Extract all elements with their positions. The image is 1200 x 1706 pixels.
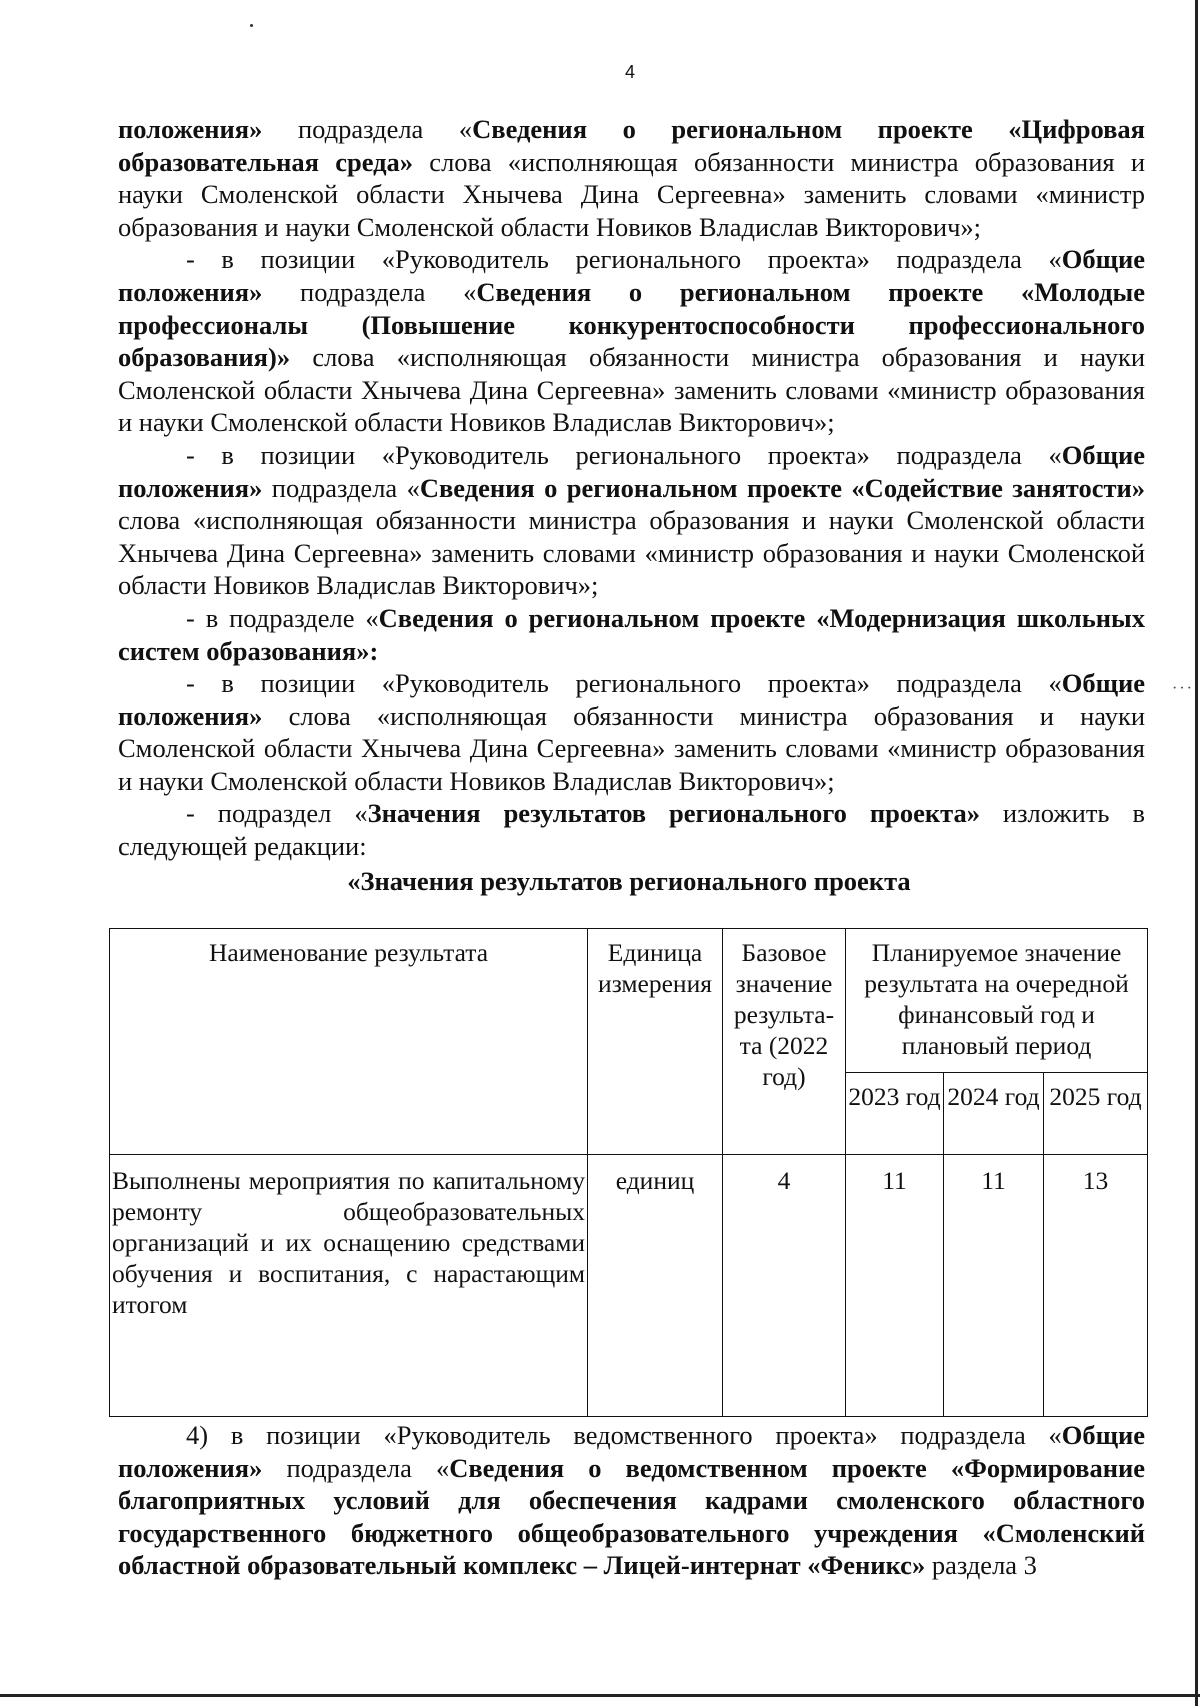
text-segment: подраздела « [262, 276, 477, 307]
unit-cell: единиц [588, 1155, 723, 1417]
text-segment: Сведения о региональном проекте «Модернизация школьных систем образования»: [118, 602, 1145, 666]
value-2024-cell: 11 [944, 1155, 1044, 1417]
text-segment: - в подразделе « [186, 602, 379, 633]
text-segment: Сведения о ведомственном проекте «Формирование благоприятных условий для обеспечения кадрами смоленского областного государственного бюджетного общеобразовательного учреждения «Смоленский областной образовательный комплекс – Лицей-интернат «Феникс» [118, 1452, 1145, 1581]
text-segment: - в позиции «Руководитель регионального проекта» подраздела « [186, 668, 1062, 699]
text-segment: - в позиции «Руководитель регионального проекта» подраздела « [186, 439, 1062, 470]
paragraph-1 [118, 113, 1145, 243]
scan-edge-mark: ··· [1172, 680, 1194, 697]
text-segment: - подраздел « [186, 798, 368, 829]
text-segment: Сведения о региональном проекте «Содействие занятости» [419, 472, 1145, 503]
header-year-2023: 2023 год [846, 1073, 944, 1155]
paragraph-6 [118, 797, 1145, 862]
result-name-cell: Выполнены мероприятия по капитальному ремонту общеобразовательных организаций и их оснащению средствами обучения и воспитания, с нарастающим итогом [110, 1155, 588, 1417]
paragraph-5 [118, 667, 1145, 797]
table-title: «Значения результатов регионального проекта [347, 865, 911, 896]
value-2025-cell: 13 [1044, 1155, 1148, 1417]
paragraph-4 [118, 602, 1145, 667]
text-segment: - в позиции «Руководитель регионального проекта» подраздела « [186, 244, 1062, 275]
text-segment: раздела 3 [925, 1550, 1037, 1581]
header-year-2025: 2025 год [1044, 1073, 1148, 1155]
text-segment: Сведения о региональном проекте «Молодые профессионалы (Повышение конкурентоспособности профессионального образования)» [118, 276, 1145, 373]
text-segment: подраздела « [262, 472, 420, 503]
table-row [110, 1155, 1148, 1417]
scan-speck [250, 24, 253, 27]
text-segment: подраздела « [262, 114, 473, 144]
paragraph-2 [118, 243, 1145, 439]
text-segment: Значения результатов регионального проекта» [367, 798, 980, 829]
paragraph-3 [118, 439, 1145, 602]
header-unit: Единица измерения [588, 929, 723, 1155]
header-base-value: Базовое значение результа-та (2022 год) [723, 929, 846, 1155]
text-segment: слова «исполняющая обязанности министра образования и науки Смоленской области Хнычева Дина Сергеевна» заменить словами «министр образования и науки Смоленской области Новиков Владислав Викторович»; [118, 342, 1145, 438]
document-body [118, 113, 1145, 897]
results-table [109, 928, 1148, 1417]
text-segment: слова «исполняющая обязанности министра образования и науки Смоленской области Хнычева Дина Сергеевна» заменить словами «министр образования и науки Смоленской области Новиков Владислав Викторович»; [118, 505, 1145, 601]
text-segment: Общие положения» [118, 668, 1145, 731]
text-segment: Общие положения» [118, 244, 1145, 307]
text-segment: слова «исполняющая обязанности министра образования и науки Смоленской области Хнычева Дина Сергеевна» заменить словами «министр образования и науки Смоленской области Новиков Владислав Викторович»; [118, 700, 1145, 796]
scan-bottom-edge [0, 1694, 1200, 1697]
paragraph-7 [118, 1419, 1145, 1582]
document-body-continued [118, 1419, 1145, 1582]
text-segment: изложить в следующей редакции: [118, 798, 1145, 862]
header-result-name: Наименование результата [110, 929, 588, 1155]
text-segment: Общие положения» [118, 1420, 1145, 1483]
scan-right-edge [1195, 0, 1198, 1706]
text-segment: подраздела « [262, 1452, 450, 1483]
value-2023-cell: 11 [846, 1155, 944, 1417]
text-segment: Сведения о региональном проекте «Цифровая образовательная среда» [118, 114, 1145, 177]
table-header-row [110, 929, 1148, 1073]
text-segment: положения» [118, 114, 263, 144]
base-value-cell: 4 [723, 1155, 846, 1417]
header-year-2024: 2024 год [944, 1073, 1044, 1155]
header-planned-value: Планируемое значение результата на очередной финансовый год и плановый период [846, 929, 1148, 1073]
text-segment: 4) в позиции «Руководитель ведомственного проекта» подраздела « [186, 1420, 1062, 1450]
text-segment: Общие положения» [118, 439, 1145, 503]
text-segment: слова «исполняющая обязанности министра образования и науки Смоленской области Хнычева Дина Сергеевна» заменить словами «министр образования и науки Смоленской области Новиков Владислав Викторович»; [118, 146, 1146, 242]
page-number: 4 [624, 62, 635, 82]
